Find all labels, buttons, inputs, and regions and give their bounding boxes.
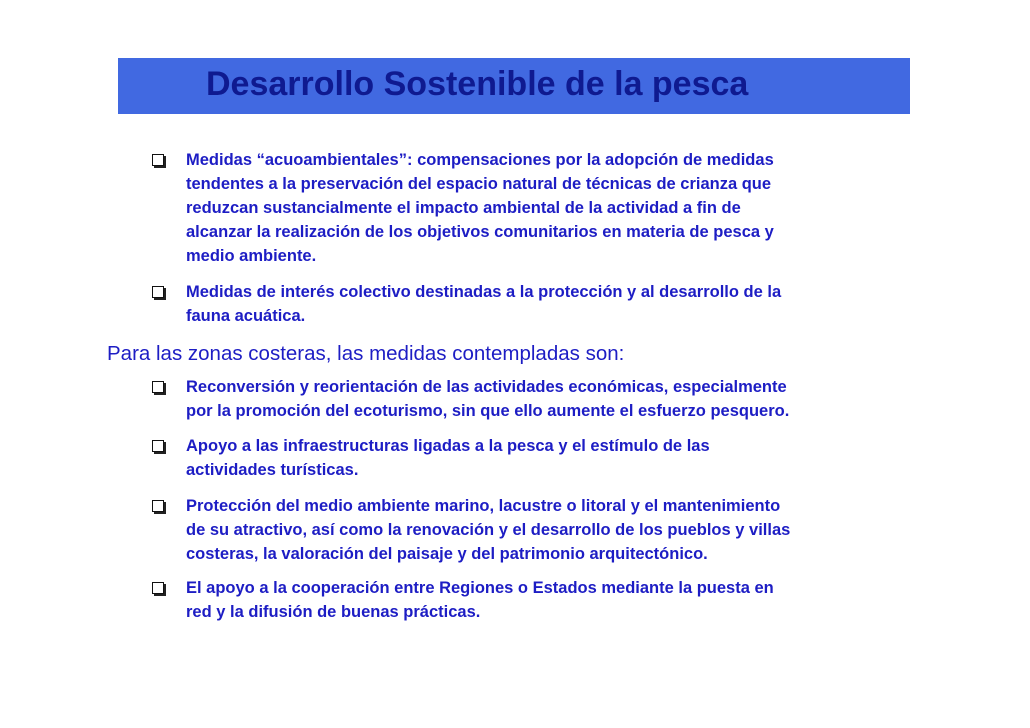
list-item [152,148,912,268]
list-item-text: Medidas de interés colectivo destinadas a la protección y al desarrollo de la fauna acuática. [186,283,782,325]
checkbox-bullet-icon [152,286,164,298]
checkbox-bullet-icon [152,381,164,393]
checkbox-bullet-icon [152,582,164,594]
list-item-text: Medidas “acuoambientales”: compensaciones por la adopción de medidas tendentes a la preservación del espacio natural de técnicas de crianza que reduzcan sustancialmente el impacto ambiental de la actividad a fin de alcanzar la realización de los objetivos comunitarios en materia de pesca y medio ambiente. [186,151,774,265]
list-item [152,576,912,624]
list-item-text: El apoyo a la cooperación entre Regiones o Estados mediante la puesta en red y la difusión de buenas prácticas. [186,579,774,621]
list-item [152,494,912,566]
section-heading: Para las zonas costeras, las medidas contempladas son: [107,342,625,365]
list-item [152,280,912,328]
page-title: Desarrollo Sostenible de la pesca [206,65,749,103]
list-item [152,434,912,482]
list-item-text: Reconversión y reorientación de las actividades económicas, especialmente por la promoción del ecoturismo, sin que ello aumente el esfuerzo pesquero. [186,378,790,420]
list-item-text: Apoyo a las infraestructuras ligadas a la pesca y el estímulo de las actividades turísticas. [186,437,710,479]
checkbox-bullet-icon [152,154,164,166]
list-item-text: Protección del medio ambiente marino, lacustre o litoral y el mantenimiento de su atractivo, así como la renovación y el desarrollo de los pueblos y villas costeras, la valoración del paisaje y del patrimonio arquitectónico. [186,497,791,563]
checkbox-bullet-icon [152,440,164,452]
title-bar [118,58,910,114]
list-item [152,375,912,423]
checkbox-bullet-icon [152,500,164,512]
